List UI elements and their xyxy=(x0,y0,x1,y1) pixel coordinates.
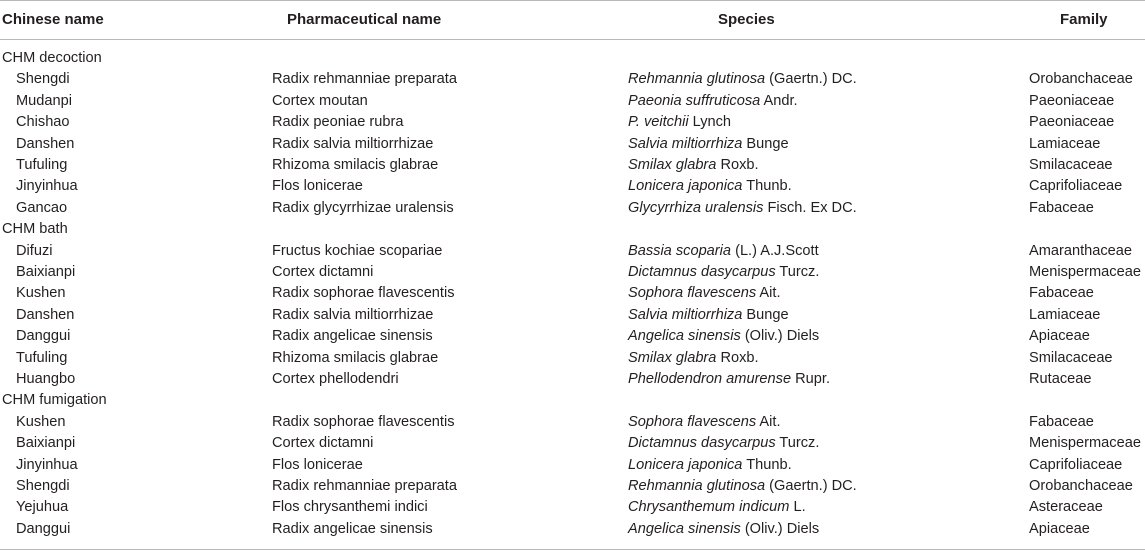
family-cell: Rutaceae xyxy=(1029,371,1092,387)
species-cell xyxy=(628,497,806,518)
species-authority: (Oliv.) Diels xyxy=(740,328,820,345)
species-binomial: P. veitchii xyxy=(628,114,689,131)
species-authority: Thunb. xyxy=(742,178,792,195)
family-cell: Orobanchaceae xyxy=(1029,478,1133,494)
species-binomial: Glycyrrhiza uralensis xyxy=(628,199,764,216)
pharmaceutical-name-cell: Rhizoma smilacis glabrae xyxy=(272,157,439,173)
family-cell: Paeoniaceae xyxy=(1029,114,1115,131)
table-row xyxy=(0,241,1145,262)
pharmaceutical-name-cell: Cortex dictamni xyxy=(272,435,374,452)
table-row xyxy=(0,433,1145,454)
chinese-name-cell: Jinyinhua xyxy=(16,456,78,473)
species-binomial: Salvia miltiorrhiza xyxy=(628,306,743,323)
pharmaceutical-name-cell: Radix rehmanniae preparata xyxy=(272,478,457,494)
table-row xyxy=(0,412,1145,433)
chinese-name-cell: Kushen xyxy=(16,285,66,302)
species-binomial: Dictamnus dasycarpus xyxy=(628,435,776,452)
species-cell xyxy=(628,198,857,219)
chinese-name-cell: Tufuling xyxy=(16,349,68,366)
chinese-name-cell: Tufuling xyxy=(16,157,68,173)
species-authority: Lynch xyxy=(688,114,732,131)
pharmaceutical-name-cell: Flos lonicerae xyxy=(272,178,363,195)
species-cell xyxy=(628,155,759,176)
family-cell: Asteraceae xyxy=(1029,499,1103,516)
species-cell xyxy=(628,283,781,304)
species-binomial: Angelica sinensis xyxy=(628,328,741,345)
species-cell xyxy=(628,455,792,476)
family-cell: Smilacaceae xyxy=(1029,157,1113,173)
table-row xyxy=(0,69,1145,90)
group-title-row xyxy=(0,48,1145,69)
table-row xyxy=(0,176,1145,197)
pharmaceutical-name-cell: Rhizoma smilacis glabrae xyxy=(272,349,439,366)
header-family: Family xyxy=(1060,11,1108,28)
species-cell xyxy=(628,241,819,262)
chinese-name-cell: Danshen xyxy=(16,135,75,152)
species-authority: (Oliv.) Diels xyxy=(740,520,820,537)
table-bottom-rule xyxy=(0,549,1145,550)
species-binomial: Rehmannia glutinosa xyxy=(628,478,766,494)
chinese-name-cell: Danggui xyxy=(16,328,71,345)
pharmaceutical-name-cell: Radix peoniae rubra xyxy=(272,114,404,131)
species-cell xyxy=(628,326,819,347)
family-cell: Menispermaceae xyxy=(1029,264,1141,280)
species-binomial: Salvia miltiorrhiza xyxy=(628,135,743,152)
species-binomial: Bassia scoparia xyxy=(628,242,732,259)
species-authority: Roxb. xyxy=(716,349,759,366)
table-row xyxy=(0,455,1145,476)
species-binomial: Sophora flavescens xyxy=(628,413,757,430)
species-authority: (L.) A.J.Scott xyxy=(731,242,819,259)
table-row xyxy=(0,155,1145,176)
family-cell: Orobanchaceae xyxy=(1029,71,1133,88)
table-top-rule xyxy=(0,0,1145,1)
species-cell xyxy=(628,69,857,90)
family-cell: Lamiaceae xyxy=(1029,306,1101,323)
species-cell xyxy=(628,519,819,540)
species-authority: (Gaertn.) DC. xyxy=(765,478,857,494)
chinese-name-cell: Jinyinhua xyxy=(16,178,78,195)
pharmaceutical-name-cell: Radix angelicae sinensis xyxy=(272,520,433,537)
species-cell xyxy=(628,134,789,155)
species-binomial: Rehmannia glutinosa xyxy=(628,71,766,88)
family-cell: Fabaceae xyxy=(1029,285,1094,302)
table-row xyxy=(0,497,1145,518)
species-authority: Roxb. xyxy=(716,157,759,173)
species-binomial: Lonicera japonica xyxy=(628,178,743,195)
table-row xyxy=(0,91,1145,112)
family-cell: Caprifoliaceae xyxy=(1029,456,1123,473)
group-title: CHM bath xyxy=(2,221,68,238)
pharmaceutical-name-cell: Fructus kochiae scopariae xyxy=(272,242,443,259)
table-row xyxy=(0,348,1145,369)
species-cell xyxy=(628,91,798,112)
group-title: CHM fumigation xyxy=(2,392,107,409)
species-authority: Bunge xyxy=(742,135,789,152)
species-binomial: Dictamnus dasycarpus xyxy=(628,264,776,280)
pharmaceutical-name-cell: Radix rehmanniae preparata xyxy=(272,71,457,88)
chinese-name-cell: Kushen xyxy=(16,413,66,430)
species-authority: (Gaertn.) DC. xyxy=(765,71,857,88)
table-row xyxy=(0,198,1145,219)
chinese-name-cell: Gancao xyxy=(16,199,68,216)
group-title-row xyxy=(0,390,1145,411)
family-cell: Lamiaceae xyxy=(1029,135,1101,152)
chinese-name-cell: Difuzi xyxy=(16,242,53,259)
species-binomial: Paeonia suffruticosa xyxy=(628,92,761,109)
species-binomial: Sophora flavescens xyxy=(628,285,757,302)
table-row xyxy=(0,283,1145,304)
table-row xyxy=(0,305,1145,326)
group-title-row xyxy=(0,219,1145,240)
pharmaceutical-name-cell: Cortex phellodendri xyxy=(272,371,399,387)
pharmaceutical-name-cell: Cortex dictamni xyxy=(272,264,374,280)
species-binomial: Smilax glabra xyxy=(628,349,717,366)
table-row xyxy=(0,369,1145,390)
species-authority: Fisch. Ex DC. xyxy=(763,199,857,216)
family-cell: Caprifoliaceae xyxy=(1029,178,1123,195)
family-cell: Menispermaceae xyxy=(1029,435,1141,452)
chinese-name-cell: Shengdi xyxy=(16,71,70,88)
species-cell xyxy=(628,305,789,326)
species-authority: Rupr. xyxy=(791,371,831,387)
header-pharmaceutical-name: Pharmaceutical name xyxy=(287,11,442,28)
species-cell xyxy=(628,369,830,390)
chinese-name-cell: Yejuhua xyxy=(16,499,69,516)
species-cell xyxy=(628,476,857,497)
table-row xyxy=(0,326,1145,347)
family-cell: Fabaceae xyxy=(1029,413,1094,430)
family-cell: Apiaceae xyxy=(1029,328,1090,345)
species-cell xyxy=(628,176,792,197)
pharmaceutical-name-cell: Radix salvia miltiorrhizae xyxy=(272,135,434,152)
species-authority: Bunge xyxy=(742,306,789,323)
species-binomial: Phellodendron amurense xyxy=(628,371,792,387)
header-chinese-name: Chinese name xyxy=(2,11,104,28)
pharmaceutical-name-cell: Cortex moutan xyxy=(272,92,368,109)
species-cell xyxy=(628,112,731,133)
table-row xyxy=(0,112,1145,133)
family-cell: Fabaceae xyxy=(1029,199,1094,216)
species-authority: Turcz. xyxy=(775,435,820,452)
family-cell: Amaranthaceae xyxy=(1029,242,1133,259)
chinese-name-cell: Chishao xyxy=(16,114,70,131)
species-authority: Turcz. xyxy=(775,264,820,280)
species-binomial: Lonicera japonica xyxy=(628,456,743,473)
chinese-name-cell: Danshen xyxy=(16,306,75,323)
species-binomial: Chrysanthemum indicum xyxy=(628,499,790,516)
table-row xyxy=(0,134,1145,155)
species-cell xyxy=(628,412,781,433)
pharmaceutical-name-cell: Flos lonicerae xyxy=(272,456,363,473)
species-cell xyxy=(628,348,759,369)
species-authority: Ait. xyxy=(756,285,781,302)
species-authority: L. xyxy=(789,499,806,516)
family-cell: Smilacaceae xyxy=(1029,349,1113,366)
chinese-name-cell: Danggui xyxy=(16,520,71,537)
species-cell xyxy=(628,262,819,283)
chinese-name-cell: Huangbo xyxy=(16,371,76,387)
pharmaceutical-name-cell: Radix sophorae flavescentis xyxy=(272,413,455,430)
group-title: CHM decoction xyxy=(2,50,102,66)
species-binomial: Smilax glabra xyxy=(628,157,717,173)
pharmaceutical-name-cell: Radix angelicae sinensis xyxy=(272,328,433,345)
pharmaceutical-name-cell: Radix salvia miltiorrhizae xyxy=(272,306,434,323)
chinese-name-cell: Mudanpi xyxy=(16,92,72,109)
table-row xyxy=(0,262,1145,283)
species-authority: Ait. xyxy=(756,413,781,430)
species-cell xyxy=(628,433,819,454)
family-cell: Paeoniaceae xyxy=(1029,92,1115,109)
chinese-name-cell: Baixianpi xyxy=(16,264,76,280)
table-row xyxy=(0,476,1145,497)
species-binomial: Angelica sinensis xyxy=(628,520,741,537)
pharmaceutical-name-cell: Radix sophorae flavescentis xyxy=(272,285,455,302)
family-cell: Apiaceae xyxy=(1029,520,1090,537)
chinese-name-cell: Baixianpi xyxy=(16,435,76,452)
table-row xyxy=(0,519,1145,540)
table-header-row xyxy=(0,9,1145,30)
pharmaceutical-name-cell: Flos chrysanthemi indici xyxy=(272,499,428,516)
species-authority: Thunb. xyxy=(742,456,792,473)
header-species: Species xyxy=(718,11,775,28)
chinese-name-cell: Shengdi xyxy=(16,478,70,494)
table-header-rule xyxy=(0,39,1145,40)
pharmaceutical-name-cell: Radix glycyrrhizae uralensis xyxy=(272,199,454,216)
species-authority: Andr. xyxy=(760,92,798,109)
